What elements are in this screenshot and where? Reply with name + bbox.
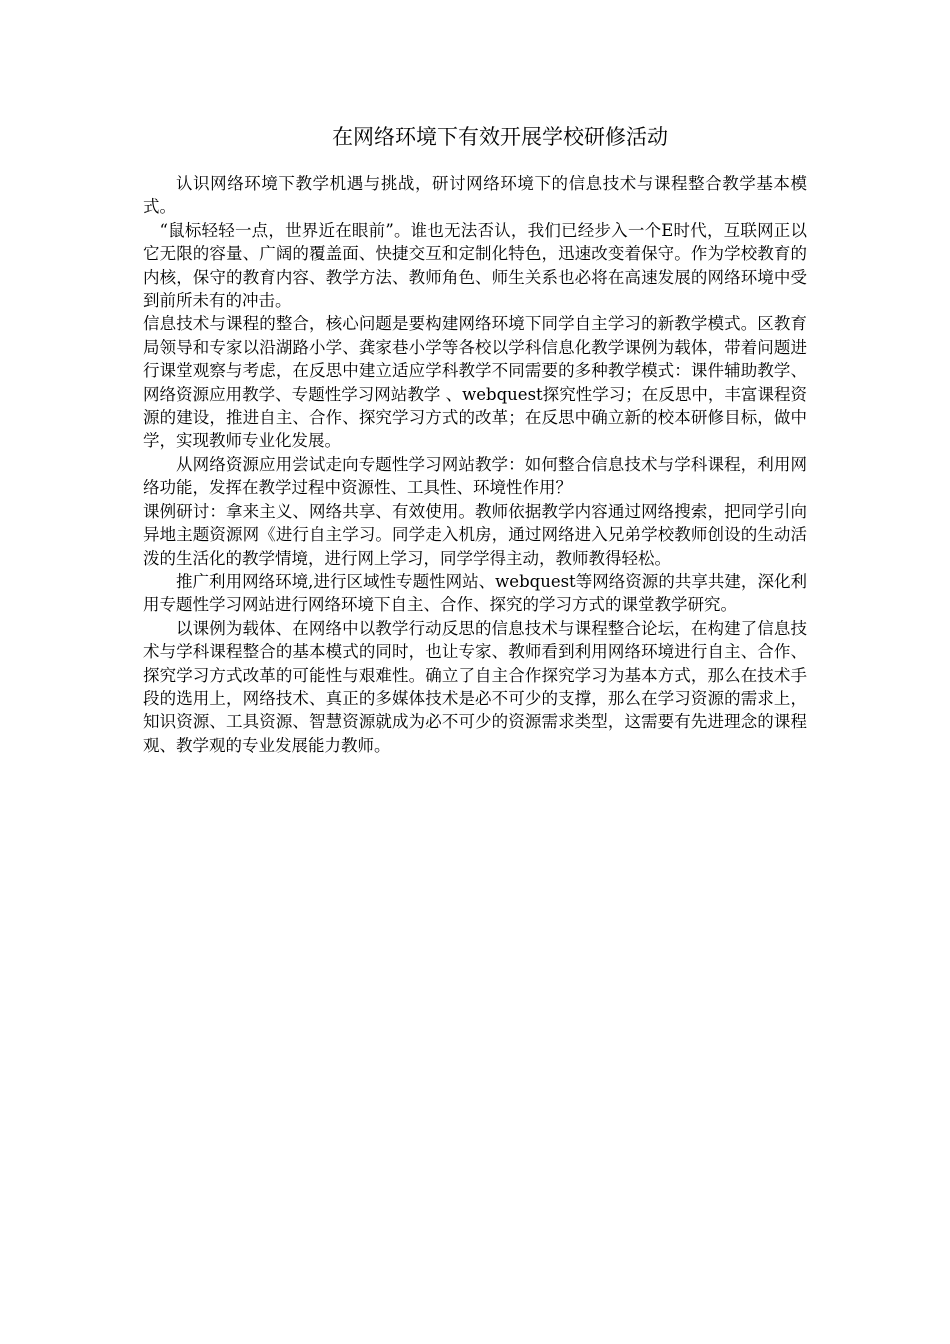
paragraph-intro: 认识网络环境下教学机遇与挑战，研讨网络环境下的信息技术与课程整合教学基本模式。 [143,174,807,217]
paragraph-conclusion: 以课例为载体、在网络中以教学行动反思的信息技术与课程整合论坛，在构建了信息技术与学科课程整合的基本模式的同时，也让专家、教师看到利用网络环境进行自主、合作、探究学习方式改革的可能性与艰难性。确立了自主合作探究学习为基本方式，那么在技术手段的选用上，网络技术、真正的多媒体技术是必不可少的支撑，那么在学习资源的需求上，知识资源、工具资源、智慧资源就成为必不可少的资源需求类型，这需要有先进理念的课程观、教学观的专业发展能力教师。 [143,618,807,755]
paragraph-question: 从网络资源应用尝试走向专题性学习网站教学：如何整合信息技术与学科课程，利用网络功能，发挥在教学过程中资源性、工具性、环境性作用？ [143,454,807,498]
paragraph-quote: “鼠标轻轻一点，世界近在眼前”。谁也无法否认，我们已经步入一个E时代，互联网正以它无限的容量、广阔的覆盖面、快捷交互和定制化特色，迅速改变着保守。作为学校教育的内核，保守的教育内容、教学方法、教师角色、师生关系也必将在高速发展的网络环境中受到前所未有的冲击。 [143,220,807,311]
document-body [143,172,807,757]
paragraph-integration: 信息技术与课程的整合，核心问题是要构建网络环境下同学自主学习的新教学模式。区教育局领导和专家以沿湖路小学、龚家巷小学等各校以学科信息化教学课例为载体，带着问题进行课堂观察与考虑，在反思中建立适应学科教学不同需要的多种教学模式：课件辅助教学、网络资源应用教学、专题性学习网站教学 、webquest探究性学习；在反思中，丰富课程资源的建设，推进自主、合作、探究学习方式的改革；在反思中确立新的校本研修目标，做中学，实现教师专业化发展。 [143,314,807,451]
paragraph-promotion: 推广利用网络环境,进行区域性专题性网站、webquest等网络资源的共享共建，深化利用专题性学习网站进行网络环境下自主、合作、探究的学习方式的课堂教学研究。 [143,571,807,615]
paragraph-case-study: 课例研讨：拿来主义、网络共享、有效使用。教师依据教学内容通过网络搜索，把同学引向异地主题资源网《进行自主学习。同学走入机房，通过网络进入兄弟学校教师创设的生动活泼的生活化的教学情境，进行网上学习，同学学得主动，教师教得轻松。 [143,501,807,568]
document-title: 在网络环境下有效开展学校研修活动 [332,125,668,149]
